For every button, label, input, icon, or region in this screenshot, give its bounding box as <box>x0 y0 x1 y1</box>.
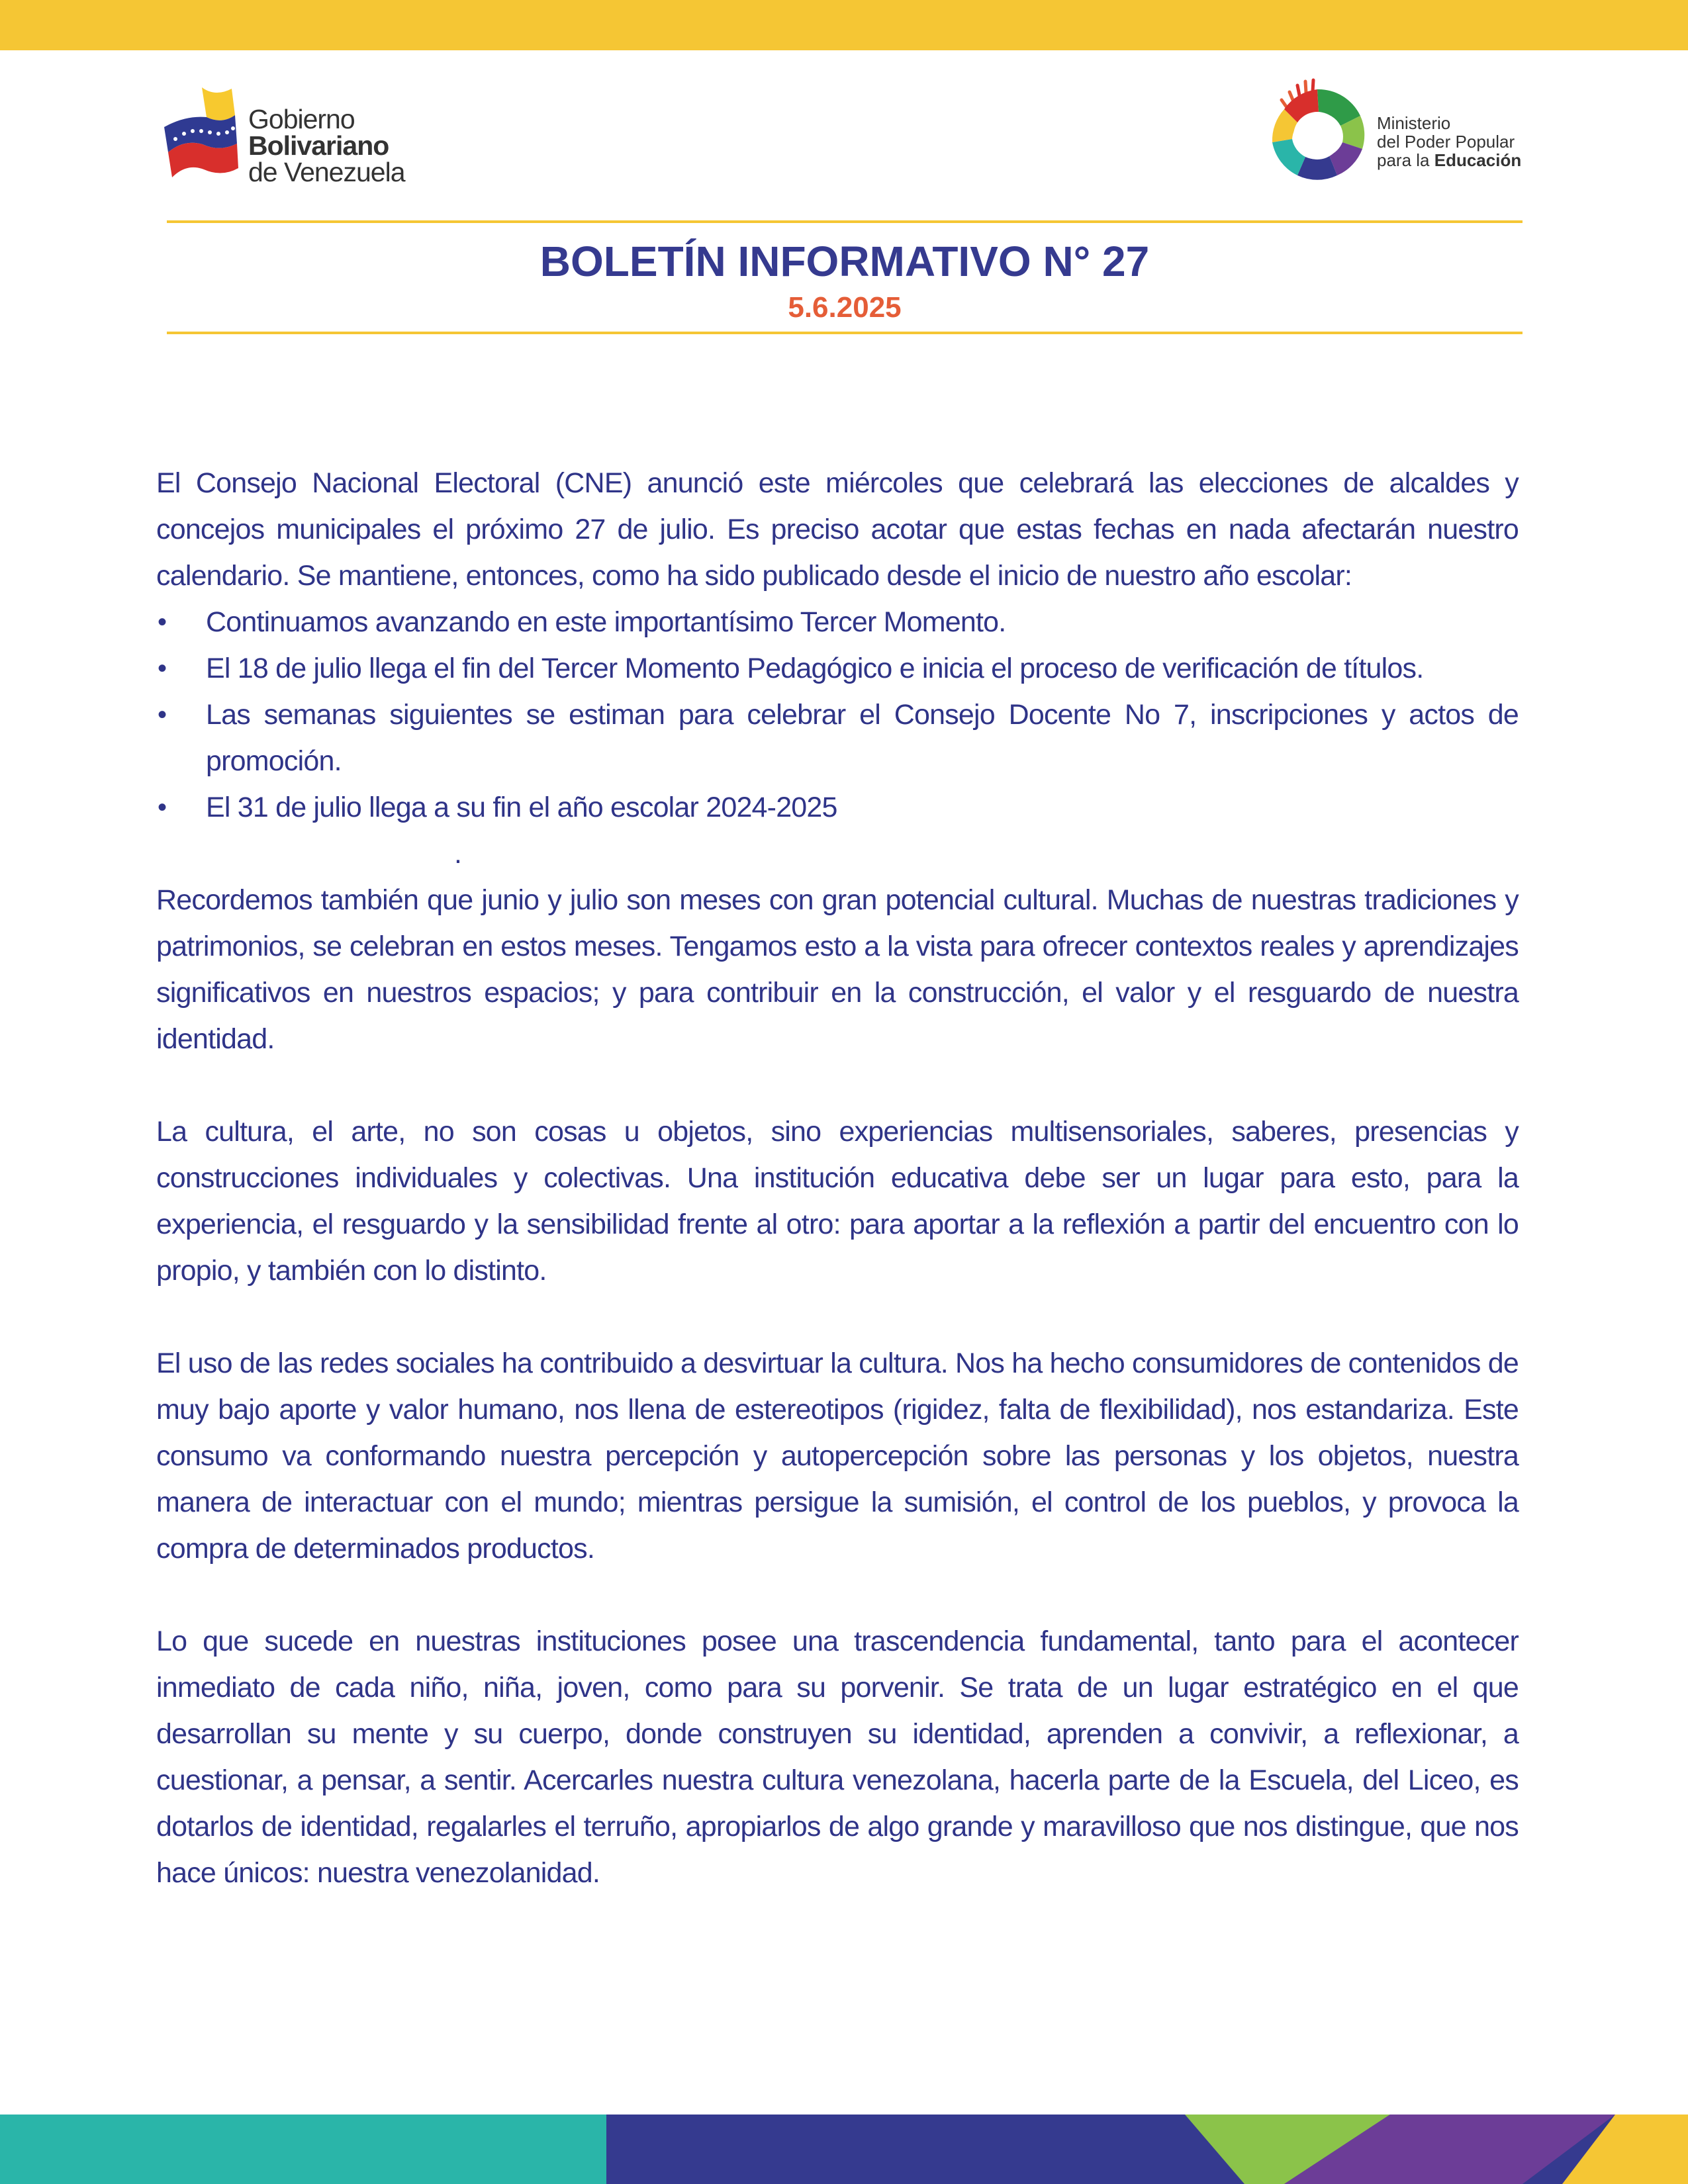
calendar-bullet-list <box>156 599 1519 831</box>
list-item-text: Las semanas siguientes se estiman para celebrar el Consejo Docente No 7, inscripciones y actos de promoción. <box>206 699 1519 777</box>
list-item <box>156 645 1519 692</box>
venezuela-flag-icon <box>159 81 248 187</box>
bulletin-date: 5.6.2025 <box>788 291 902 324</box>
ministry-logo-line1: Ministerio <box>1377 113 1451 133</box>
body-paragraph-social-media: El uso de las redes sociales ha contribuido a desvirtuar la cultura. Nos ha hecho consumidores de contenidos de muy bajo aporte y valor humano, nos llena de estereotipos (rigidez, falta de flexibilidad), nos estandariza. Este consumo va conformando nuestra percepción y autopercepción sobre las personas y los objetos, nuestra manera de interactuar con el mundo; mientras persigue la sumisión, el control de los pueblos, y provoca la compra de determinados productos. <box>156 1347 1519 1565</box>
bulletin-body <box>156 460 1519 1896</box>
gov-logo-line3: de Venezuela <box>248 157 405 187</box>
list-item-text: El 31 de julio llega a su fin el año escolar 2024-2025 <box>206 792 837 823</box>
ministry-logo-line3-prefix: para la <box>1377 150 1434 170</box>
ministry-logo-line2: del Poder Popular <box>1377 132 1515 152</box>
stray-dot: . <box>454 838 462 870</box>
intro-paragraph: El Consejo Nacional Electoral (CNE) anunció este miércoles que celebrará las elecciones de alcaldes y concejos municipales el próximo 27 de julio. Es preciso acotar que estas fechas en nada afectarán nuestro calendario. Se mantiene, entonces, como ha sido publicado desde el inicio de nuestro año escolar: <box>156 467 1519 592</box>
top-yellow-bar <box>0 0 1688 50</box>
bullet-glyph: • <box>158 793 167 822</box>
ministry-logo-line3-bold: Educación <box>1434 150 1522 170</box>
title-rule-top <box>167 220 1523 223</box>
bullet-glyph: • <box>158 700 167 729</box>
body-paragraph-institutions: Lo que sucede en nuestras instituciones posee una trascendencia fundamental, tanto para el acontecer inmediato de cada niño, niña, joven, como para su porvenir. Se trata de un lugar estratégico en el que desarrollan su mente y su cuerpo, donde construyen su identidad, aprenden a convivir, a reflexionar, a cuestionar, a pensar, a sentir. Acercarles nuestra cultura venezolana, hacerla parte de la Escuela, del Liceo, es dotarlos de identidad, regalarles el terruño, apropiarlos de algo grande y maravilloso que nos distingue, que nos hace únicos: nuestra venezolanidad. <box>156 1625 1519 1889</box>
bullet-glyph: • <box>158 654 167 683</box>
list-item <box>156 784 1519 831</box>
list-item-text: El 18 de julio llega el fin del Tercer Momento Pedagógico e inicia el proceso de verificación de títulos. <box>206 653 1424 684</box>
gov-logo-line2: Bolivariano <box>248 130 389 161</box>
list-item <box>156 599 1519 645</box>
bottom-color-band <box>0 2115 1688 2184</box>
list-item <box>156 692 1519 784</box>
bulletin-title: BOLETÍN INFORMATIVO N° 27 <box>539 238 1150 285</box>
body-paragraph-culture-art: La cultura, el arte, no son cosas u objetos, sino experiencias multisensoriales, saberes, presencias y construcciones individuales y colectivas. Una institución educativa debe ser un lugar para esto, para la experiencia, el resguardo y la sensibilidad frente al otro: para aportar a la reflexión a partir del encuentro con lo propio, y también con lo distinto. <box>156 1116 1519 1287</box>
ministerio-educacion-logo <box>1258 76 1536 195</box>
body-paragraph-cultural-months: Recordemos también que junio y julio son meses con gran potencial cultural. Muchas de nuestras tradiciones y patrimonios, se celebran en estos meses. Tengamos esto a la vista para ofrecer contextos reales y aprendizajes significativos en nuestros espacios; y para contribuir en la construcción, el valor y el resguardo de nuestra identidad. <box>156 884 1519 1055</box>
gov-logo-line1: Gobierno <box>248 104 355 134</box>
ministry-ring-icon <box>1258 76 1374 195</box>
gobierno-bolivariano-logo <box>159 81 424 193</box>
list-item-text: Continuamos avanzando en este importantísimo Tercer Momento. <box>206 606 1006 638</box>
title-rule-bottom <box>167 332 1523 334</box>
bullet-glyph: • <box>158 608 167 637</box>
